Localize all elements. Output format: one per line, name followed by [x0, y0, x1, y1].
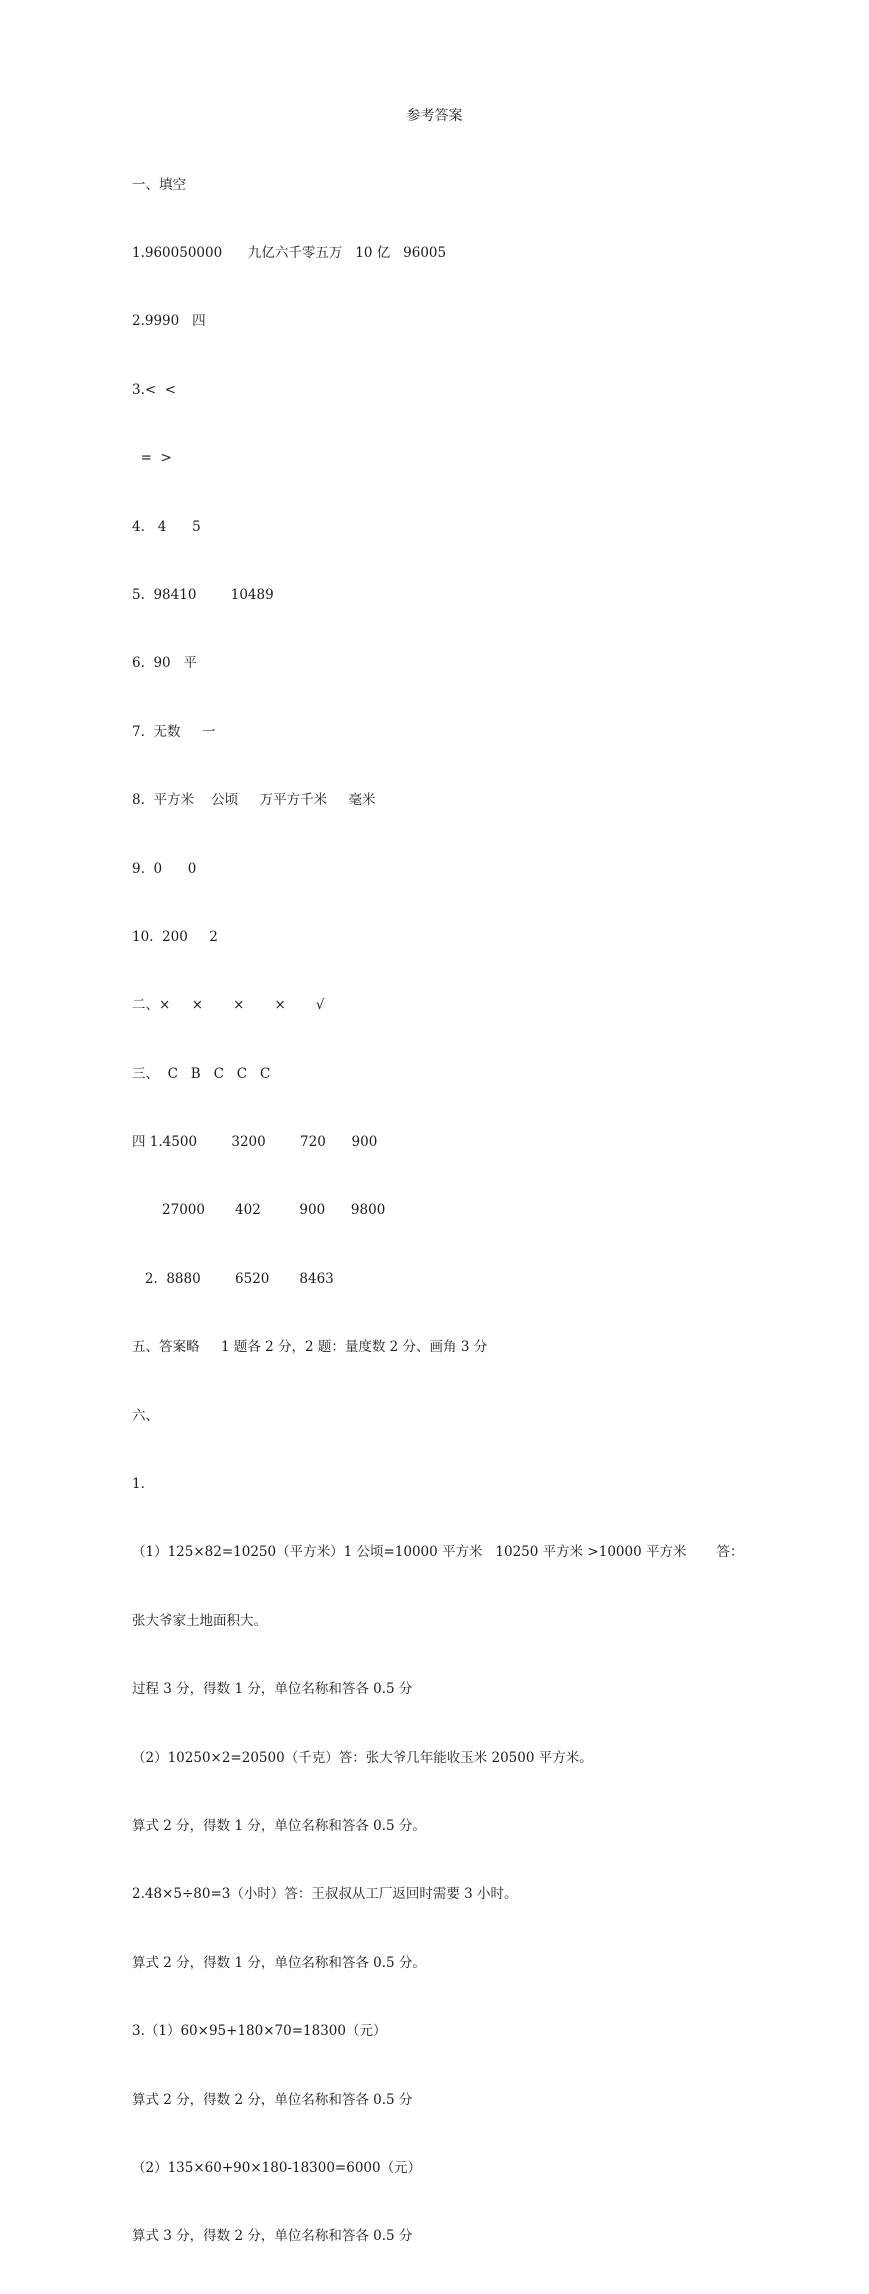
section-choice: 三、 C B C C C [132, 1065, 271, 1082]
answer-content [132, 128, 792, 2294]
answer-line: （2）10250×2=20500（千克）答：张大爷几年能收玉米 20500 平方米。 [132, 1749, 593, 1766]
answer-line: 9. 0 0 [132, 860, 197, 877]
answer-line: 5. 98410 10489 [132, 586, 274, 603]
answer-line: 2.48×5÷80=3（小时）答：王叔叔从工厂返回时需要 3 小时。 [132, 1886, 518, 1903]
answer-line: 4. 4 5 [132, 518, 201, 535]
page-title: 参考答案 [406, 108, 463, 124]
answer-line: （1）125×82=10250（平方米）1 公顷=10000 平方米 10250 平方米 >10000 平方米 答： [132, 1544, 744, 1561]
scoring-note: 算式 2 分，得数 2 分，单位名称和答各 0.5 分 [132, 2091, 413, 2108]
section-calculation: 四 1.4500 3200 720 900 [132, 1134, 378, 1151]
answer-line: 2. 8880 6520 8463 [132, 1270, 334, 1287]
answer-line: 27000 402 900 9800 [132, 1202, 386, 1219]
section-heading-fill-blank: 一、填空 [132, 176, 186, 193]
answer-line: 3.< < [132, 381, 177, 398]
answer-line: 1.960050000 九亿六千零五万 10 亿 96005 [132, 244, 447, 261]
scoring-note: 算式 2 分，得数 1 分，单位名称和答各 0.5 分。 [132, 1817, 426, 1834]
answer-line: （2）135×60+90×180-18300=6000（元） [132, 2159, 422, 2176]
answer-line: 8. 平方米 公顷 万平方千米 毫米 [132, 792, 376, 809]
answer-line: 2.9990 四 [132, 313, 206, 330]
scoring-note: 算式 2 分，得数 1 分，单位名称和答各 0.5 分。 [132, 1954, 426, 1971]
answer-line: = > [132, 450, 172, 467]
answer-line: 张大爷家土地面积大。 [132, 1612, 267, 1629]
section-drawing: 五、答案略 1 题各 2 分，2 题：量度数 2 分、画角 3 分 [132, 1339, 488, 1356]
answer-line: 7. 无数 一 [132, 723, 216, 740]
answer-line: 10. 200 2 [132, 928, 218, 945]
scoring-note: 算式 3 分，得数 2 分，单位名称和答各 0.5 分 [132, 2228, 413, 2245]
answer-line: 3.（1）60×95+180×70=18300（元） [132, 2023, 387, 2040]
scoring-note: 过程 3 分，得数 1 分，单位名称和答各 0.5 分 [132, 1681, 413, 1698]
section-application-heading: 六、 [132, 1407, 159, 1424]
answer-line: 6. 90 平 [132, 655, 198, 672]
question-number: 1. [132, 1476, 145, 1493]
section-judgement: 二、× × × × √ [132, 997, 325, 1014]
